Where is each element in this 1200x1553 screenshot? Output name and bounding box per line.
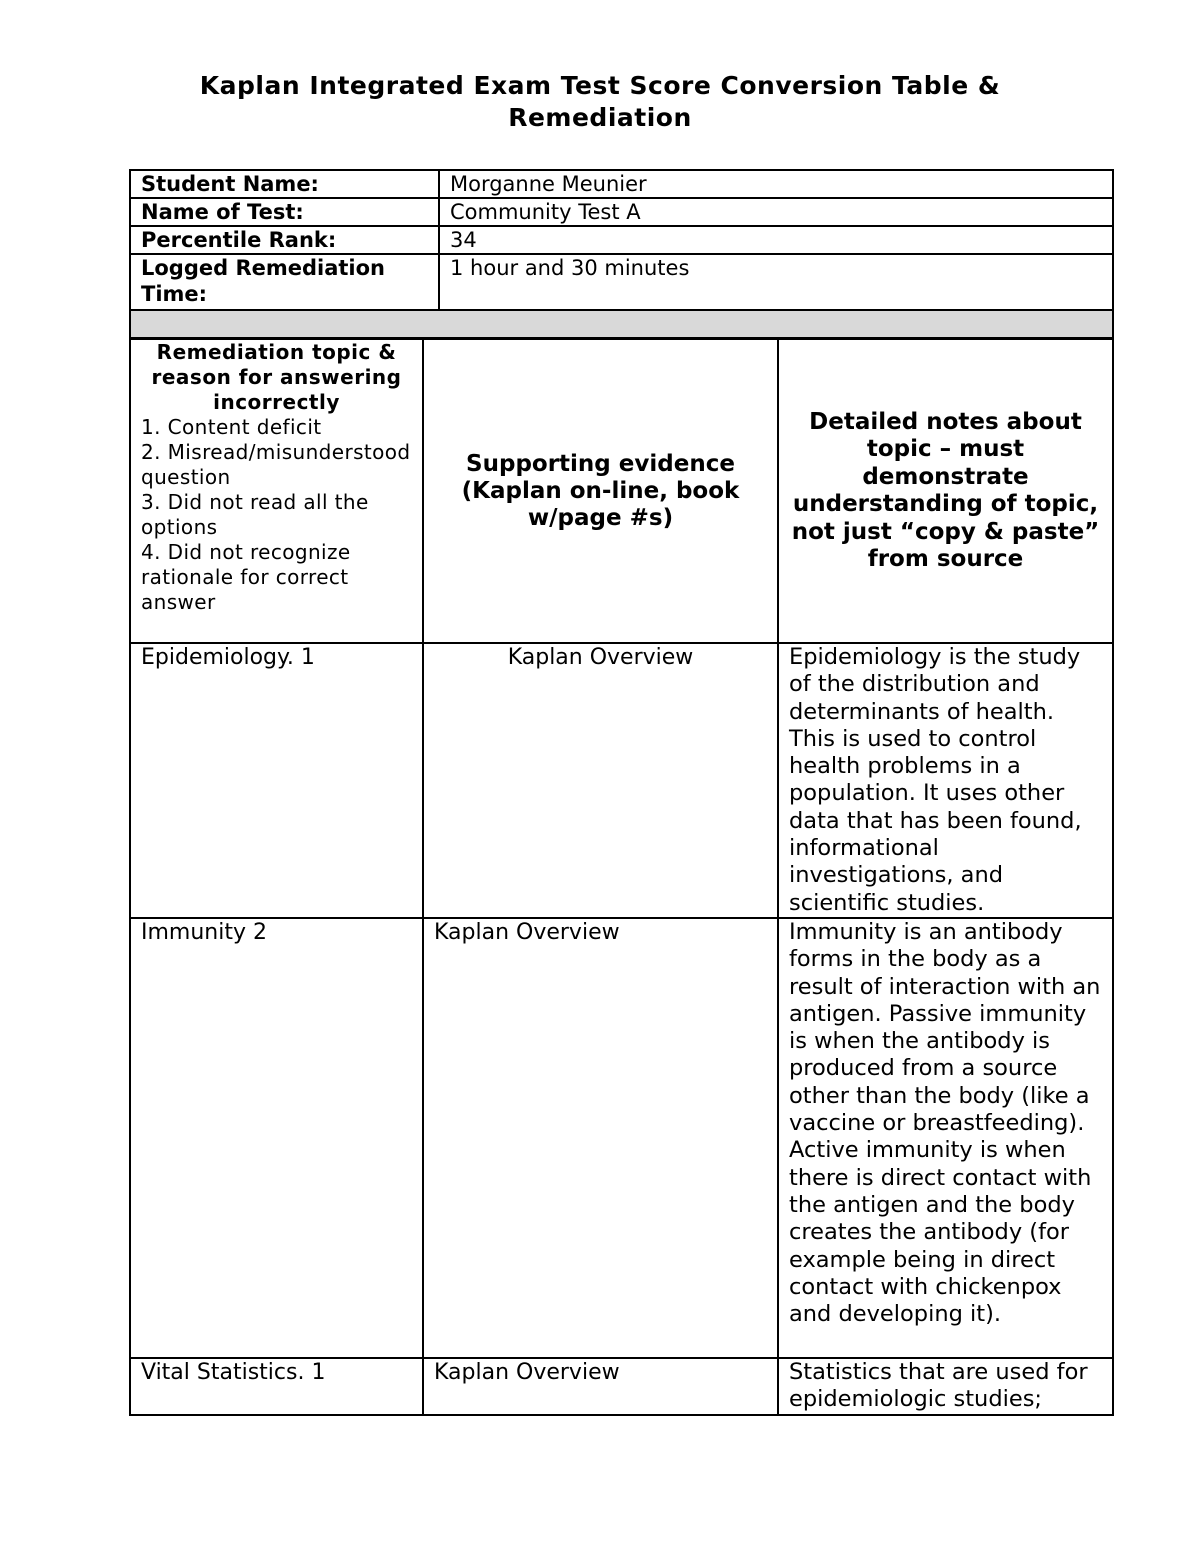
header-remediation-topic (130, 339, 423, 643)
test-name-row (130, 198, 1113, 226)
test-name-value: Community Test A (439, 198, 1113, 226)
header-col1-option-4: 4. Did not recognize rationale for correct answer (141, 540, 351, 614)
row-evidence: Kaplan Overview (423, 1358, 778, 1415)
row-topic: Vital Statistics. 1 (130, 1358, 423, 1415)
title-line-1: Kaplan Integrated Exam Test Score Conversion Table & (199, 71, 1001, 100)
row-evidence: Kaplan Overview (423, 918, 778, 1358)
header-col1-option-1: 1. Content deficit (141, 415, 322, 439)
header-col1-option-3: 3. Did not read all the options (141, 490, 369, 539)
header-col3-text: Detailed notes about topic – must demonstrate understanding of topic, not just “copy & paste” from source (791, 408, 1100, 572)
remediation-time-value: 1 hour and 30 minutes (439, 254, 1113, 310)
remediation-time-label-line-1: Logged Remediation (141, 256, 386, 280)
row-topic: Immunity 2 (130, 918, 423, 1358)
remediation-table (129, 338, 1114, 1416)
table-row (130, 918, 1113, 1358)
table-row (130, 1358, 1113, 1415)
test-name-label: Name of Test: (130, 198, 439, 226)
remediation-time-label (130, 254, 439, 310)
gray-separator (130, 310, 1113, 338)
row-notes: Immunity is an antibody forms in the body as a result of interaction with an antigen. Passive immunity is when the antibody is produced from a source other than the body (like a vaccine or breastfeeding). Active immunity is when there is direct contact with the antigen and the body creates the antibody (for example being in direct contact with chickenpox and developing it). (778, 918, 1113, 1358)
remediation-time-row (130, 254, 1113, 310)
student-name-label: Student Name: (130, 170, 439, 198)
student-name-row (130, 170, 1113, 198)
percentile-value: 34 (439, 226, 1113, 254)
remediation-time-label-line-2: Time: (141, 282, 208, 306)
percentile-label: Percentile Rank: (130, 226, 439, 254)
header-row (130, 339, 1113, 643)
header-col2-text: Supporting evidence (Kaplan on-line, book w/page #s) (461, 450, 740, 531)
row-evidence: Kaplan Overview (423, 643, 778, 918)
page-title (130, 70, 1070, 134)
student-name-value: Morganne Meunier (439, 170, 1113, 198)
row-notes: Epidemiology is the study of the distribution and determinants of health. This is used to control health problems in a population. It uses other data that has been found, informational investigations, and scientific studies. (778, 643, 1113, 918)
separator-row (130, 310, 1113, 338)
percentile-row (130, 226, 1113, 254)
table-row (130, 643, 1113, 918)
header-supporting-evidence (423, 339, 778, 643)
header-col1-option-2: 2. Misread/misunderstood question (141, 440, 411, 489)
header-detailed-notes (778, 339, 1113, 643)
student-info-table (129, 169, 1114, 339)
title-line-2: Remediation (508, 103, 692, 132)
row-topic: Epidemiology. 1 (130, 643, 423, 918)
row-notes: Statistics that are used for epidemiologic studies; (778, 1358, 1113, 1415)
header-col1-title: Remediation topic & reason for answering incorrectly (151, 340, 402, 414)
